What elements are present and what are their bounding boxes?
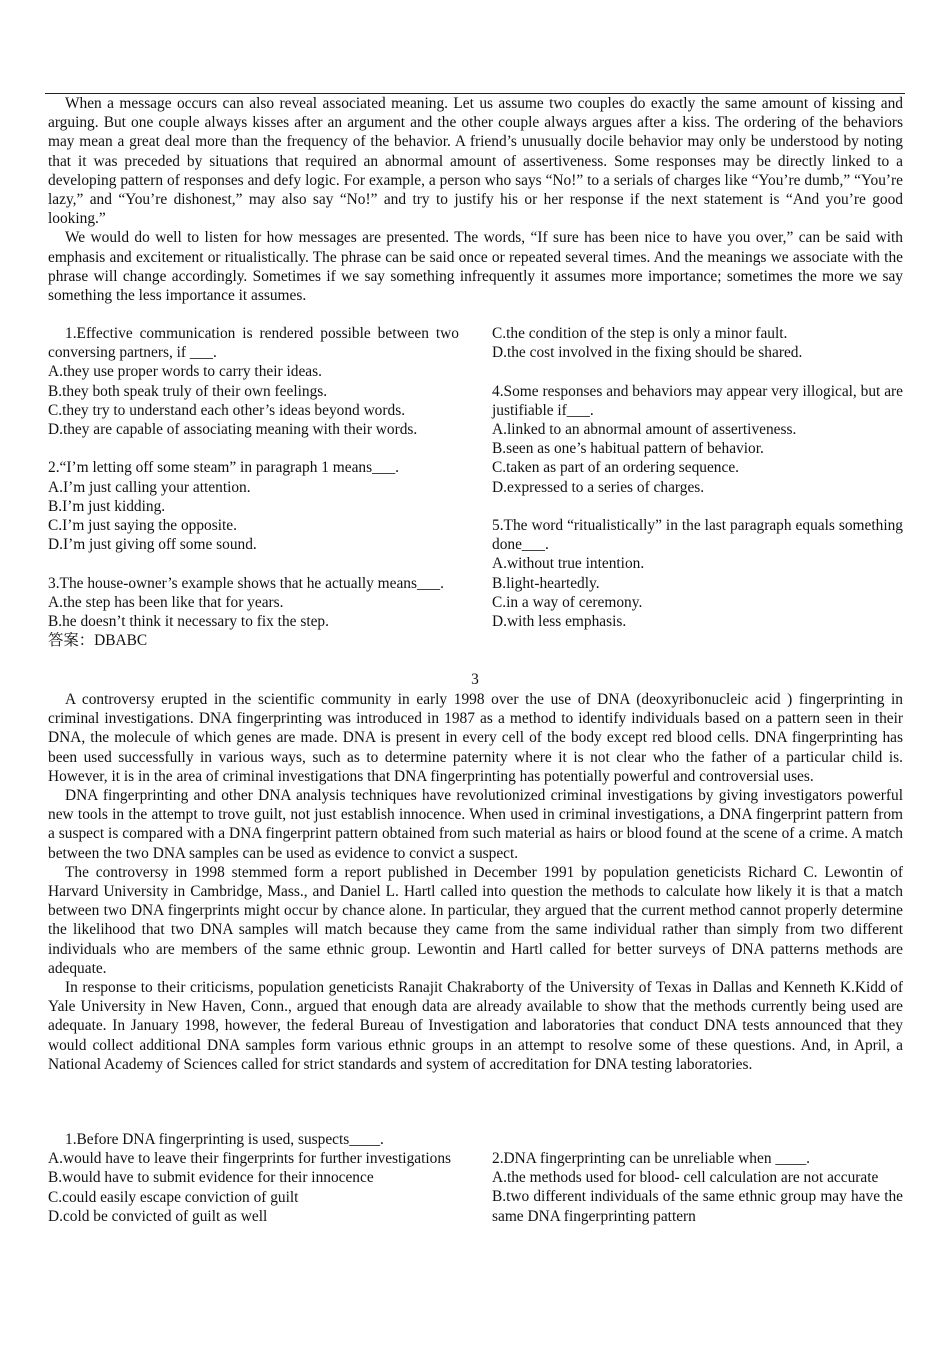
option-c: C.taken as part of an ordering sequence. xyxy=(492,459,740,477)
questions-1-right xyxy=(492,324,903,631)
paragraph: We would do well to listen for how messages are presented. The words, “If sure has been nice to have you over,” can be said with emphasis and excitement or ritualistically. The phrase can be said once or repeated several times. And the meanings we associate with the phrase will change accordingly. Sometimes if we say something infrequently it assumes more importance; sometimes the more we say something the less importance it assumes. xyxy=(48,229,903,305)
questions-1-left xyxy=(48,324,459,650)
option-a: A.linked to an abnormal amount of assertiveness. xyxy=(492,421,797,438)
paragraph: DNA fingerprinting and other DNA analysis techniques have revolutionized criminal investigations by giving investigators powerful new tools in the attempt to trove guilt, not just establish innocence. When used in criminal investigations, a DNA fingerprint pattern from a suspect is compared with a DNA fingerprint pattern obtained from such material as hairs or blood found at the scene of a crime. A match between the two DNA samples can be used as evidence to convict a suspect. xyxy=(48,787,903,862)
question-stem: 2.DNA fingerprinting can be unreliable when ____. xyxy=(492,1150,810,1167)
question-stem: 2.“I’m letting off some steam” in paragraph 1 means___. xyxy=(48,459,400,477)
option-a: A.they use proper words to carry their ideas. xyxy=(48,363,322,381)
option-a: A.I’m just calling your attention. xyxy=(48,478,251,496)
passage-2 xyxy=(48,690,903,1074)
option-c: C.in a way of ceremony. xyxy=(492,593,643,611)
option-b: B.they both speak truly of their own feelings. xyxy=(48,382,328,400)
paragraph: A controversy erupted in the scientific community in early 1998 over the use of DNA (deoxyribonucleic acid ) fingerprinting in criminal investigations. DNA fingerprinting was introduced in 1987 as a method to identify individuals based on a pattern seen in their DNA, the molecule of which genes are made. DNA is present in every cell of the body except red blood cells. DNA fingerprinting has been used successfully in various ways, such as to determine paternity where it is not clear who the father of a particular child is. However, it is in the area of criminal investigations that DNA fingerprinting has potentially powerful and controversial uses. xyxy=(48,691,903,785)
option-b: B.two different individuals of the same ethnic group may have the same DNA fingerprinting pattern xyxy=(492,1188,903,1225)
option-b: B.would have to submit evidence for their innocence xyxy=(48,1169,374,1187)
question-stem: 5.The word “ritualistically” in the last paragraph equals something done___. xyxy=(492,517,903,554)
paragraph: The controversy in 1998 stemmed form a report published in December 1991 by population geneticists Richard C. Lewontin of Harvard University in Cambridge, Mass., and Daniel L. Hartl called into question the methods to calculate how likely it is that a match between two DNA fingerprints might occur by chance alone. In particular, they argued that the current method cannot properly determine the likelihood that two DNA samples will match because they came from the same individual rather than simply from two different individuals who are members of the same ethnic group. Lewontin and Hartl called for better surveys of DNA patterns methods are adequate. xyxy=(48,863,903,977)
option-b: B.I’m just kidding. xyxy=(48,497,166,515)
questions-2-right xyxy=(492,1149,903,1226)
answer-key: 答案：DBABC xyxy=(48,632,148,650)
option-d: D.I’m just giving off some sound. xyxy=(48,536,257,554)
question-3 xyxy=(48,574,459,632)
option-b: B.light-heartedly. xyxy=(492,574,600,592)
question-3-continued xyxy=(492,324,903,362)
option-c: C.they try to understand each other’s ideas beyond words. xyxy=(48,401,406,419)
option-a: A.the methods used for blood- cell calculation are not accurate xyxy=(492,1169,879,1187)
option-d: D.they are capable of associating meaning with their words. xyxy=(48,421,418,439)
option-c: C.the condition of the step is only a minor fault. xyxy=(492,325,788,342)
question-stem: 1.Effective communication is rendered possible between two conversing partners, if ___. xyxy=(48,325,459,362)
questions-2-left xyxy=(48,1130,459,1226)
option-d: D.with less emphasis. xyxy=(492,613,627,631)
question-1 xyxy=(48,324,459,439)
option-a: A.the step has been like that for years. xyxy=(48,593,284,611)
option-d: D.expressed to a series of charges. xyxy=(492,478,705,496)
question-stem: 1.Before DNA fingerprinting is used, suspects____. xyxy=(65,1131,384,1148)
option-d: D.the cost involved in the fixing should be shared. xyxy=(492,344,803,362)
option-a: A.would have to leave their fingerprints for further investigations xyxy=(48,1150,452,1168)
option-b: B.seen as one’s habitual pattern of behavior. xyxy=(492,440,764,458)
option-c: C.I’m just saying the opposite. xyxy=(48,517,237,535)
paragraph: When a message occurs can also reveal associated meaning. Let us assume two couples do exactly the same amount of kissing and arguing. But one couple always kisses after an argument and the other couple always argues after a kiss. The ordering of the behaviors may mean a great deal more than the frequency of the behavior. A friend’s unusually docile behavior may only be understood by noting that it was preceded by situations that required an abnormal amount of assertiveness. Some responses may be directly linked to a developing pattern of responses and defy logic. For example, a person who says “No!” to a serials of charges like “You’re dumb,” “You’re lazy,” and “You’re dishonest,” may also say “No!” and try to justify his or her response if the next statement is “And you’re good looking.” xyxy=(48,95,903,228)
passage-1 xyxy=(48,94,903,305)
option-a: A.without true intention. xyxy=(492,555,645,573)
question-5 xyxy=(492,516,903,631)
page-number: 3 xyxy=(471,671,479,688)
question-2 xyxy=(48,458,459,554)
question-stem: 3.The house-owner’s example shows that he actually means___. xyxy=(48,574,444,592)
question-2 xyxy=(492,1149,903,1226)
question-4 xyxy=(492,382,903,497)
option-c: C.could easily escape conviction of guilt xyxy=(48,1188,299,1206)
paragraph: In response to their criticisms, population geneticists Ranajit Chakraborty of the University of Texas in Dallas and Kenneth K.Kidd of Yale University in New Haven, Conn., argued that enough data are already available to show that the methods currently being used are adequate. In January 1998, however, the federal Bureau of Investigation and laboratories that conduct DNA tests announced that they would collect additional DNA samples form various ethnic groups in an attempt to resolve some of these questions. And, in April, a National Academy of Sciences called for strict standards and system of accreditation for DNA testing laboratories. xyxy=(48,979,903,1073)
question-stem: 4.Some responses and behaviors may appear very illogical, but are justifiable if___. xyxy=(492,382,903,419)
option-d: D.cold be convicted of guilt as well xyxy=(48,1207,268,1225)
option-b: B.he doesn’t think it necessary to fix the step. xyxy=(48,613,329,631)
question-1 xyxy=(48,1130,459,1226)
